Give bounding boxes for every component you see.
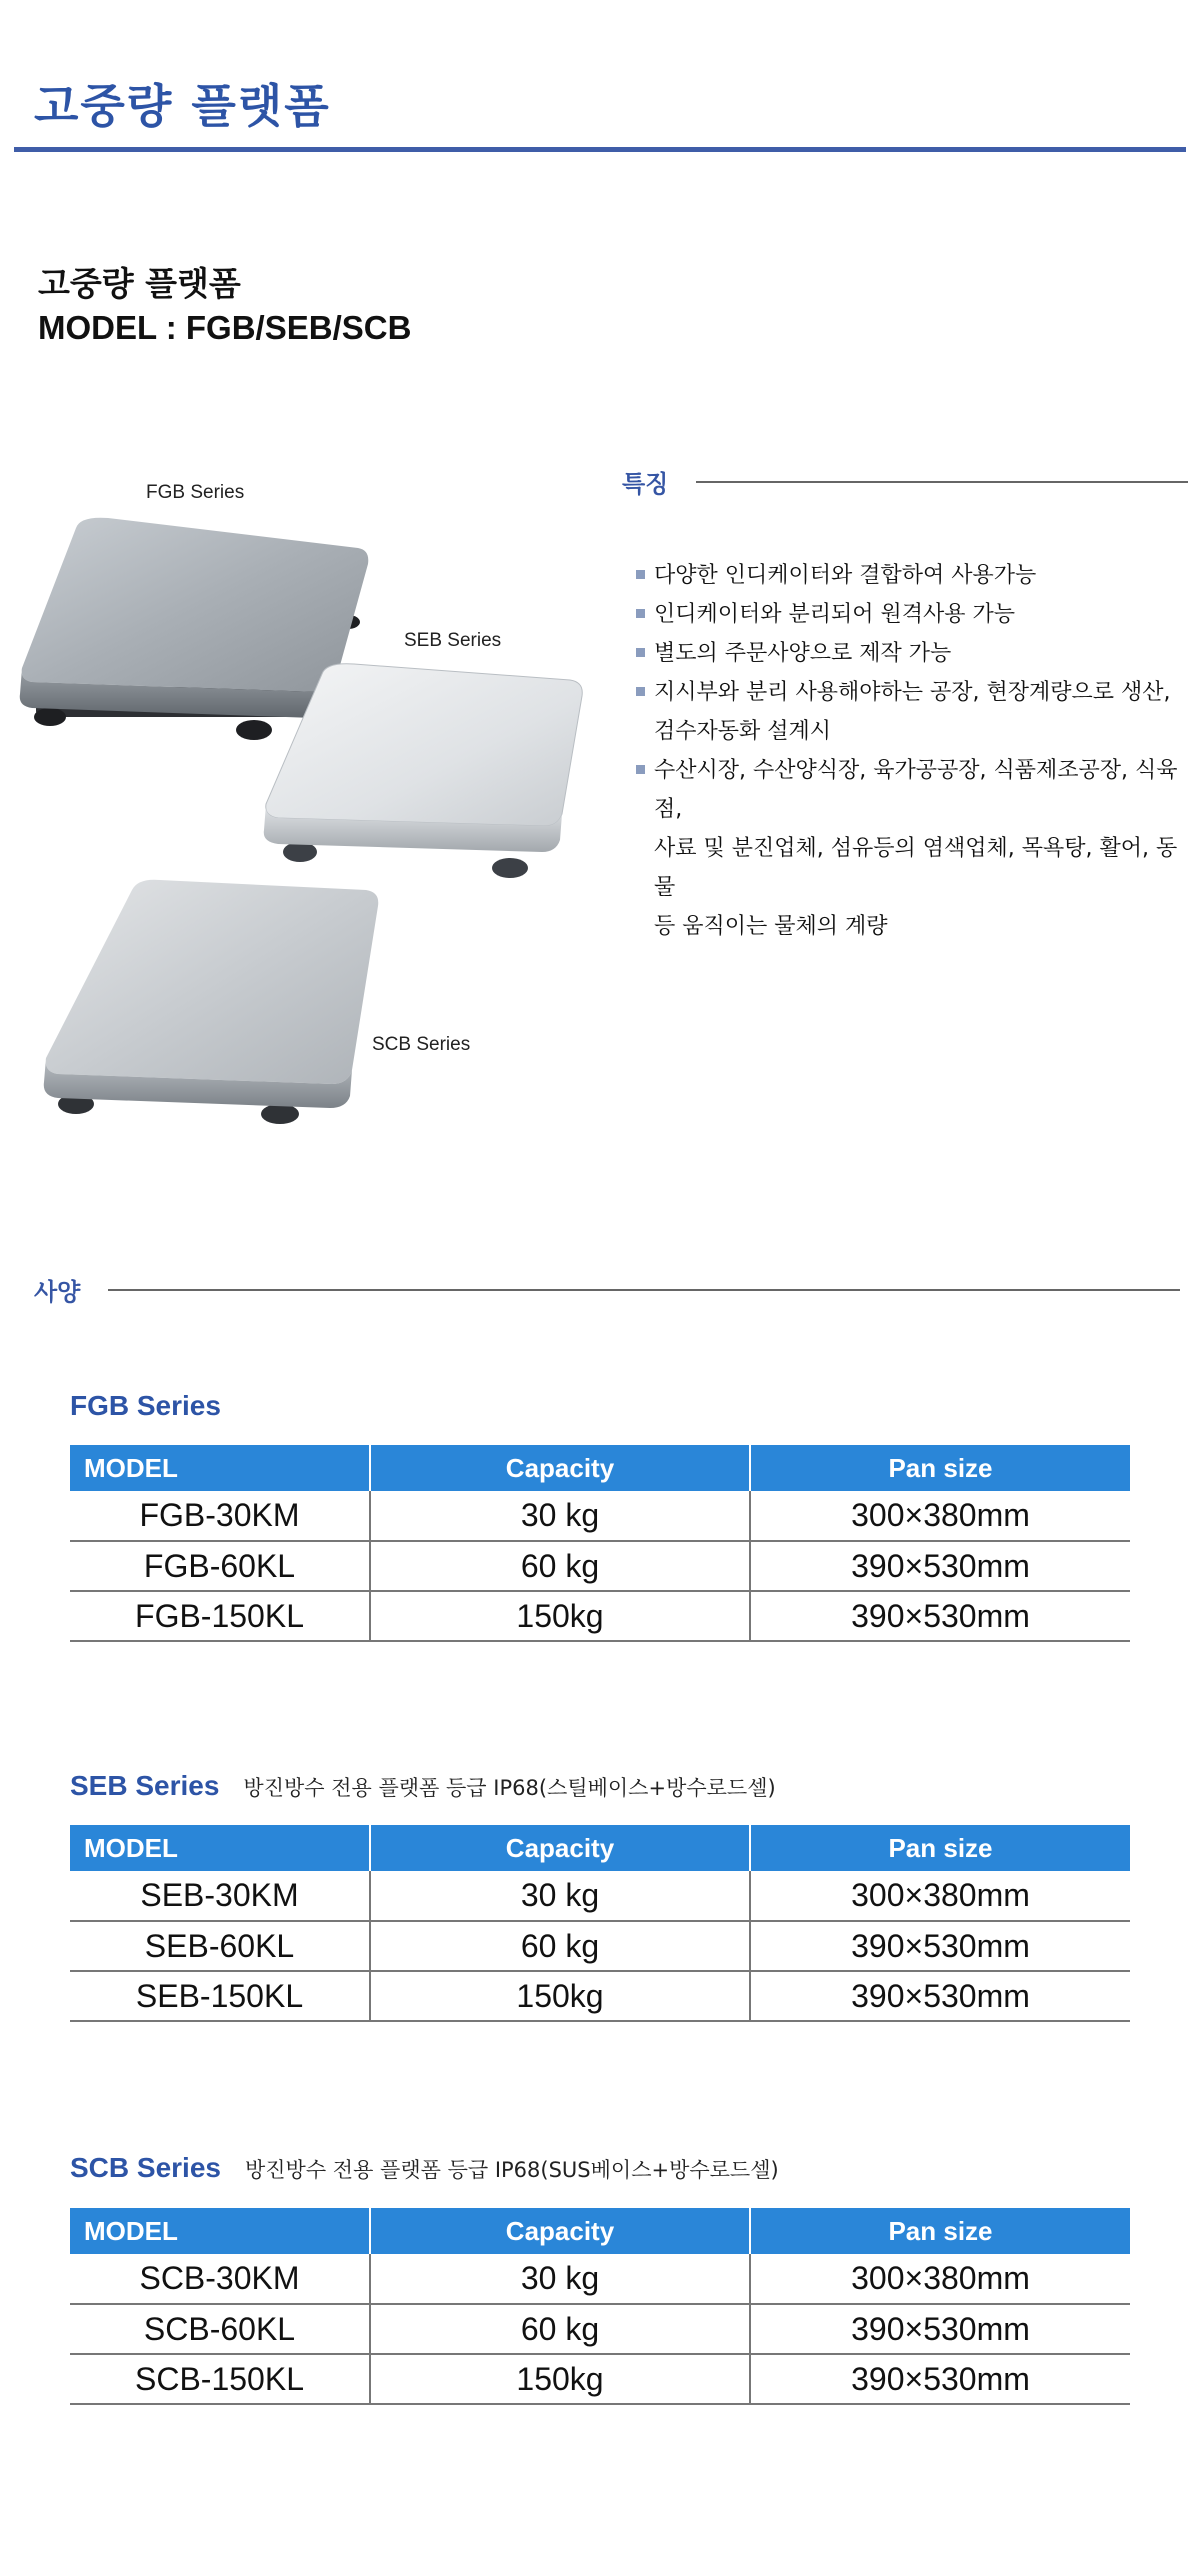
cell-model: SCB-60KL bbox=[70, 2304, 370, 2354]
cell-capacity: 60 kg bbox=[370, 1921, 750, 1971]
table-row bbox=[70, 2354, 1130, 2404]
seb-table-note: 방진방수 전용 플랫폼 등급 IP68(스틸베이스+방수로드셀) bbox=[243, 1776, 776, 1800]
cell-pan-size: 300×380mm bbox=[750, 2254, 1130, 2304]
table-row bbox=[70, 1921, 1130, 1971]
square-bullet-icon bbox=[636, 609, 645, 618]
fgb-series-label: FGB Series bbox=[146, 482, 245, 503]
seb-series-label: SEB Series bbox=[404, 630, 502, 651]
column-header-capacity: Capacity bbox=[370, 2208, 750, 2254]
column-header-capacity: Capacity bbox=[370, 1445, 750, 1491]
product-title: 고중량 플랫폼 bbox=[38, 264, 241, 303]
cell-pan-size: 390×530mm bbox=[750, 1591, 1130, 1641]
model-line: MODEL : FGB/SEB/SCB bbox=[38, 309, 412, 346]
cell-pan-size: 300×380mm bbox=[750, 1871, 1130, 1921]
cell-capacity: 60 kg bbox=[370, 2304, 750, 2354]
seb-table-title bbox=[70, 1770, 776, 1802]
scb-table-name: SCB Series bbox=[70, 2152, 221, 2183]
column-header-model: MODEL bbox=[70, 2208, 370, 2254]
table-row bbox=[70, 2304, 1130, 2354]
feature-item bbox=[634, 634, 1194, 673]
seb-table-name: SEB Series bbox=[70, 1770, 220, 1801]
feature-item bbox=[634, 556, 1194, 595]
scb-spec-table bbox=[70, 2208, 1130, 2405]
cell-capacity: 150kg bbox=[370, 2354, 750, 2404]
column-header-model: MODEL bbox=[70, 1825, 370, 1871]
feature-text-line: 별도의 주문사양으로 제작 가능 bbox=[654, 641, 952, 666]
scb-table-title bbox=[70, 2152, 779, 2184]
features-heading-rule bbox=[696, 481, 1188, 483]
cell-model: SEB-150KL bbox=[70, 1971, 370, 2021]
table-header-row bbox=[70, 1445, 1130, 1491]
cell-model: FGB-30KM bbox=[70, 1491, 370, 1541]
feature-item bbox=[634, 751, 1194, 946]
feature-text-line: 지시부와 분리 사용해야하는 공장, 현장계량으로 생산, bbox=[654, 680, 1171, 705]
cell-model: SCB-150KL bbox=[70, 2354, 370, 2404]
cell-pan-size: 390×530mm bbox=[750, 1971, 1130, 2021]
seb-spec-table bbox=[70, 1825, 1130, 2022]
cell-pan-size: 390×530mm bbox=[750, 1541, 1130, 1591]
cell-pan-size: 390×530mm bbox=[750, 2304, 1130, 2354]
cell-capacity: 30 kg bbox=[370, 1491, 750, 1541]
cell-model: FGB-60KL bbox=[70, 1541, 370, 1591]
column-header-pan-size: Pan size bbox=[750, 1825, 1130, 1871]
column-header-pan-size: Pan size bbox=[750, 1445, 1130, 1491]
column-header-model: MODEL bbox=[70, 1445, 370, 1491]
feature-text-line: 사료 및 분진업체, 섬유등의 염색업체, 목욕탕, 활어, 동물 bbox=[654, 836, 1178, 900]
cell-capacity: 150kg bbox=[370, 1971, 750, 2021]
feature-text-line: 다양한 인디케이터와 결합하여 사용가능 bbox=[654, 563, 1037, 588]
column-header-pan-size: Pan size bbox=[750, 2208, 1130, 2254]
feature-item bbox=[634, 595, 1194, 634]
table-row bbox=[70, 2254, 1130, 2304]
square-bullet-icon bbox=[636, 687, 645, 696]
features-list bbox=[634, 556, 1194, 946]
table-row bbox=[70, 1871, 1130, 1921]
feature-text-line: 검수자동화 설계시 bbox=[654, 719, 832, 744]
features-heading-label: 특징 bbox=[622, 470, 669, 498]
cell-capacity: 30 kg bbox=[370, 2254, 750, 2304]
table-header-row bbox=[70, 2208, 1130, 2254]
features-heading bbox=[622, 464, 1188, 499]
spec-heading-label: 사양 bbox=[34, 1278, 81, 1306]
table-row bbox=[70, 1541, 1130, 1591]
column-header-capacity: Capacity bbox=[370, 1825, 750, 1871]
page-title: 고중량 플랫폼 bbox=[34, 79, 331, 133]
cell-capacity: 30 kg bbox=[370, 1871, 750, 1921]
table-row bbox=[70, 1491, 1130, 1541]
cell-pan-size: 390×530mm bbox=[750, 2354, 1130, 2404]
scb-series-label: SCB Series bbox=[372, 1034, 471, 1055]
feature-item bbox=[634, 673, 1194, 751]
scb-scale-image bbox=[40, 860, 390, 1130]
cell-model: SCB-30KM bbox=[70, 2254, 370, 2304]
table-row bbox=[70, 1971, 1130, 2021]
product-title-block bbox=[38, 262, 411, 350]
square-bullet-icon bbox=[636, 570, 645, 579]
cell-pan-size: 300×380mm bbox=[750, 1491, 1130, 1541]
feature-text-line: 인디케이터와 분리되어 원격사용 가능 bbox=[654, 602, 1016, 627]
feature-text-line: 수산시장, 수산양식장, 육가공공장, 식품제조공장, 식육점, bbox=[654, 758, 1178, 822]
cell-capacity: 60 kg bbox=[370, 1541, 750, 1591]
fgb-table-name: FGB Series bbox=[70, 1390, 221, 1421]
fgb-table-title bbox=[70, 1390, 221, 1422]
feature-text-line: 등 움직이는 물체의 계량 bbox=[654, 914, 888, 939]
square-bullet-icon bbox=[636, 648, 645, 657]
cell-model: SEB-60KL bbox=[70, 1921, 370, 1971]
cell-model: FGB-150KL bbox=[70, 1591, 370, 1641]
table-header-row bbox=[70, 1825, 1130, 1871]
square-bullet-icon bbox=[636, 765, 645, 774]
cell-capacity: 150kg bbox=[370, 1591, 750, 1641]
cell-model: SEB-30KM bbox=[70, 1871, 370, 1921]
spec-heading-rule bbox=[108, 1289, 1180, 1291]
cell-pan-size: 390×530mm bbox=[750, 1921, 1130, 1971]
fgb-spec-table bbox=[70, 1445, 1130, 1642]
page-header bbox=[14, 0, 1186, 152]
spec-heading bbox=[34, 1272, 1180, 1307]
scb-table-note: 방진방수 전용 플랫폼 등급 IP68(SUS베이스+방수로드셀) bbox=[244, 2158, 779, 2182]
table-row bbox=[70, 1591, 1130, 1641]
